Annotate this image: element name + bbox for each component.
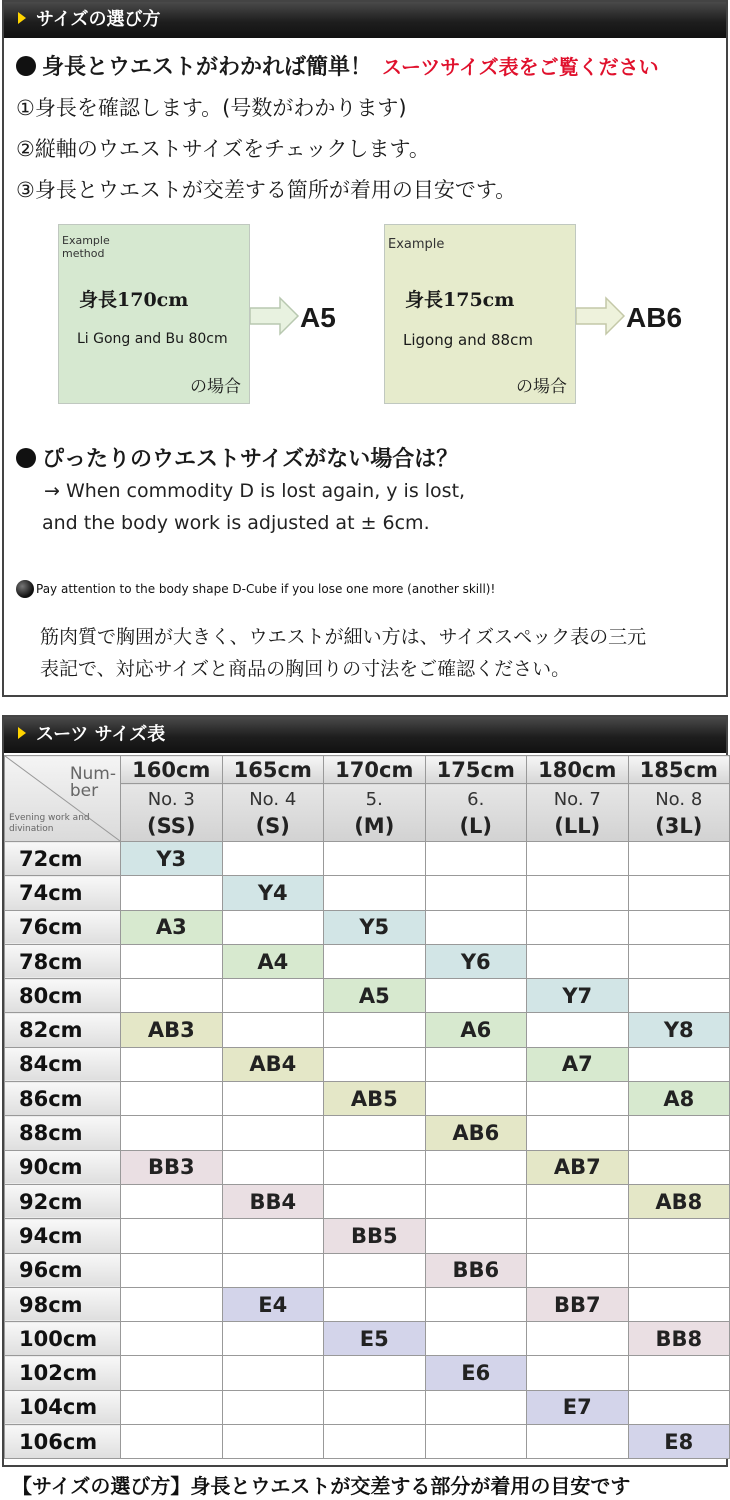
waist-header: 76cm — [5, 910, 121, 944]
empty-cell — [527, 910, 629, 944]
size-cell: AB6 — [425, 1116, 527, 1150]
heading-text: ぴったりのウエストサイズがない場合は？ — [42, 447, 459, 472]
size-cell: AB5 — [324, 1082, 426, 1116]
empty-cell — [222, 1219, 324, 1253]
empty-cell — [425, 876, 527, 910]
empty-cell — [121, 1356, 223, 1390]
step-3: ③身長とウエストが交差する箇所が着用の目安です。 — [16, 178, 517, 202]
empty-cell — [324, 842, 426, 876]
waist-header: 96cm — [5, 1253, 121, 1287]
table-corner — [5, 756, 121, 842]
empty-cell — [628, 1253, 730, 1287]
size-number: 6. — [467, 788, 485, 810]
empty-cell — [222, 910, 324, 944]
height-header: 185cm — [628, 756, 730, 784]
size-code: (S) — [255, 813, 290, 838]
waist-header: 90cm — [5, 1150, 121, 1184]
empty-cell — [121, 1116, 223, 1150]
table-row — [5, 1356, 730, 1390]
empty-cell — [324, 1287, 426, 1321]
empty-cell — [121, 1219, 223, 1253]
english-note-1: → When commodity D is lost again, y is lost, — [44, 480, 466, 502]
size-cell: E6 — [425, 1356, 527, 1390]
heading-highlight: スーツサイズ表をご覧ください — [382, 55, 659, 79]
size-header — [324, 784, 426, 842]
example-label: Example — [388, 237, 445, 252]
empty-cell — [121, 1287, 223, 1321]
table-row — [5, 1150, 730, 1184]
corner-waist-label: Evening work and divination — [9, 813, 90, 834]
empty-cell — [324, 1150, 426, 1184]
table-row — [5, 1047, 730, 1081]
table-row — [5, 1390, 730, 1424]
empty-cell — [324, 1425, 426, 1459]
empty-cell — [527, 944, 629, 978]
size-number: No. 4 — [249, 788, 297, 810]
example-height: 身長175cm — [405, 289, 515, 311]
empty-cell — [628, 1150, 730, 1184]
small-note — [16, 580, 495, 598]
empty-cell — [425, 1390, 527, 1424]
empty-cell — [628, 1116, 730, 1150]
size-cell: E5 — [324, 1322, 426, 1356]
size-cell: Y6 — [425, 944, 527, 978]
empty-cell — [527, 1322, 629, 1356]
empty-cell — [121, 1425, 223, 1459]
waist-header: 98cm — [5, 1287, 121, 1321]
table-row — [5, 1219, 730, 1253]
table-row — [5, 1322, 730, 1356]
empty-cell — [222, 1322, 324, 1356]
height-header: 170cm — [324, 756, 426, 784]
height-header: 180cm — [527, 756, 629, 784]
empty-cell — [527, 1082, 629, 1116]
size-cell: Y4 — [222, 876, 324, 910]
empty-cell — [121, 1082, 223, 1116]
empty-cell — [628, 1219, 730, 1253]
step-2: ②縦軸のウエストサイズをチェックします。 — [16, 137, 430, 161]
empty-cell — [628, 842, 730, 876]
size-code: (SS) — [146, 813, 196, 838]
size-header — [425, 784, 527, 842]
size-code: (M) — [354, 813, 395, 838]
size-cell: BB4 — [222, 1184, 324, 1218]
size-cell: E8 — [628, 1425, 730, 1459]
waist-header: 106cm — [5, 1425, 121, 1459]
empty-cell — [121, 1047, 223, 1081]
example-result-2: AB6 — [626, 302, 683, 333]
no-fit-heading — [16, 442, 458, 473]
size-code: (LL) — [554, 813, 601, 838]
empty-cell — [324, 1013, 426, 1047]
table-row — [5, 876, 730, 910]
step-1: ①身長を確認します。(号数がわかります) — [16, 96, 407, 120]
section-header-bar — [4, 2, 726, 38]
size-cell: Y3 — [121, 842, 223, 876]
empty-cell — [628, 1356, 730, 1390]
empty-cell — [121, 1253, 223, 1287]
empty-cell — [324, 1356, 426, 1390]
size-number: 5. — [365, 788, 383, 810]
waist-header: 80cm — [5, 979, 121, 1013]
empty-cell — [222, 1425, 324, 1459]
size-cell: E4 — [222, 1287, 324, 1321]
empty-cell — [527, 1013, 629, 1047]
size-cell: BB8 — [628, 1322, 730, 1356]
waist-header: 104cm — [5, 1390, 121, 1424]
size-cell: BB5 — [324, 1219, 426, 1253]
section-title: スーツ サイズ表 — [36, 724, 166, 745]
size-cell: A7 — [527, 1047, 629, 1081]
jp-note-2: 表記で、対応サイズと商品の胸回りの寸法をご確認ください。 — [40, 658, 571, 680]
heading-text: 身長とウエストがわかれば簡単！ — [42, 55, 373, 80]
empty-cell — [425, 1322, 527, 1356]
height-header: 160cm — [121, 756, 223, 784]
table-row — [5, 1184, 730, 1218]
table-row — [5, 979, 730, 1013]
empty-cell — [121, 876, 223, 910]
empty-cell — [121, 1322, 223, 1356]
waist-header: 92cm — [5, 1184, 121, 1218]
empty-cell — [324, 1116, 426, 1150]
size-cell: E7 — [527, 1390, 629, 1424]
table-row — [5, 1287, 730, 1321]
empty-cell — [324, 1390, 426, 1424]
triangle-arrow-icon — [18, 727, 26, 739]
size-table-panel — [2, 715, 728, 1467]
empty-cell — [121, 944, 223, 978]
size-cell: Y5 — [324, 910, 426, 944]
empty-cell — [425, 1082, 527, 1116]
empty-cell — [121, 979, 223, 1013]
size-code: (L) — [459, 813, 493, 838]
arrow-right-icon — [576, 296, 626, 336]
header-row-heights — [5, 756, 730, 784]
waist-header: 88cm — [5, 1116, 121, 1150]
size-cell: Y8 — [628, 1013, 730, 1047]
waist-header: 84cm — [5, 1047, 121, 1081]
size-cell: AB3 — [121, 1013, 223, 1047]
empty-cell — [222, 1150, 324, 1184]
size-cell: A8 — [628, 1082, 730, 1116]
empty-cell — [222, 979, 324, 1013]
example-height: 身長170cm — [79, 289, 189, 311]
empty-cell — [425, 1425, 527, 1459]
size-cell: A4 — [222, 944, 324, 978]
example-waist: Li Gong and Bu 80cm — [77, 331, 228, 347]
example-case: の場合 — [190, 377, 241, 397]
size-number: No. 3 — [147, 788, 195, 810]
table-row — [5, 910, 730, 944]
size-cell: BB6 — [425, 1253, 527, 1287]
empty-cell — [425, 1219, 527, 1253]
empty-cell — [527, 876, 629, 910]
footer-caption: 【サイズの選び方】身長とウエストが交差する部分が着用の目安です — [12, 1474, 631, 1498]
empty-cell — [222, 842, 324, 876]
example-label: Example method — [62, 234, 110, 260]
example-box-1 — [58, 224, 250, 404]
guide-heading — [16, 50, 659, 81]
empty-cell — [628, 876, 730, 910]
empty-cell — [222, 1356, 324, 1390]
size-header — [527, 784, 629, 842]
jp-note-1: 筋肉質で胸囲が大きく、ウエストが細い方は、サイズスペック表の三元 — [40, 626, 647, 648]
waist-header: 82cm — [5, 1013, 121, 1047]
empty-cell — [222, 1013, 324, 1047]
empty-cell — [527, 1253, 629, 1287]
table-row — [5, 1116, 730, 1150]
empty-cell — [425, 1047, 527, 1081]
empty-cell — [121, 1390, 223, 1424]
size-cell: A5 — [324, 979, 426, 1013]
size-table — [4, 755, 730, 1459]
empty-cell — [527, 1425, 629, 1459]
empty-cell — [628, 1390, 730, 1424]
waist-header: 72cm — [5, 842, 121, 876]
example-case: の場合 — [516, 377, 567, 397]
bullet-icon — [16, 56, 36, 76]
size-number: No. 7 — [553, 788, 601, 810]
empty-cell — [527, 1184, 629, 1218]
arrow-right-icon — [250, 296, 300, 336]
empty-cell — [628, 1047, 730, 1081]
empty-cell — [222, 1390, 324, 1424]
small-note-text: Pay attention to the body shape D-Cube if you lose one more (another skill)! — [36, 582, 496, 596]
table-row — [5, 1013, 730, 1047]
example-box-2 — [384, 224, 576, 404]
empty-cell — [425, 910, 527, 944]
example-waist: Ligong and 88cm — [403, 331, 533, 349]
empty-cell — [324, 876, 426, 910]
empty-cell — [425, 1150, 527, 1184]
size-cell: AB8 — [628, 1184, 730, 1218]
empty-cell — [222, 1082, 324, 1116]
size-cell: BB7 — [527, 1287, 629, 1321]
example-result-1: A5 — [300, 302, 336, 333]
size-code: (3L) — [655, 813, 703, 838]
waist-header: 74cm — [5, 876, 121, 910]
size-header — [222, 784, 324, 842]
empty-cell — [425, 979, 527, 1013]
empty-cell — [425, 1287, 527, 1321]
triangle-arrow-icon — [18, 12, 26, 24]
empty-cell — [527, 1356, 629, 1390]
size-cell: Y7 — [527, 979, 629, 1013]
bullet-icon — [16, 448, 36, 468]
height-header: 165cm — [222, 756, 324, 784]
empty-cell — [628, 944, 730, 978]
size-cell: AB4 — [222, 1047, 324, 1081]
size-header — [628, 784, 730, 842]
empty-cell — [628, 979, 730, 1013]
table-row — [5, 944, 730, 978]
height-header: 175cm — [425, 756, 527, 784]
table-row — [5, 842, 730, 876]
waist-header: 78cm — [5, 944, 121, 978]
size-cell: BB3 — [121, 1150, 223, 1184]
table-row — [5, 1253, 730, 1287]
empty-cell — [527, 1116, 629, 1150]
size-guide-panel — [2, 0, 728, 697]
empty-cell — [527, 842, 629, 876]
section-title: サイズの選び方 — [36, 9, 161, 30]
size-number: No. 8 — [655, 788, 703, 810]
english-note-2: and the body work is adjusted at ± 6cm. — [42, 512, 430, 534]
empty-cell — [324, 1253, 426, 1287]
waist-header: 102cm — [5, 1356, 121, 1390]
empty-cell — [425, 1184, 527, 1218]
size-cell: AB7 — [527, 1150, 629, 1184]
table-row — [5, 1425, 730, 1459]
section-header-bar — [4, 717, 726, 753]
table-row — [5, 1082, 730, 1116]
empty-cell — [324, 944, 426, 978]
size-cell: A3 — [121, 910, 223, 944]
empty-cell — [527, 1219, 629, 1253]
waist-header: 94cm — [5, 1219, 121, 1253]
empty-cell — [425, 842, 527, 876]
waist-header: 86cm — [5, 1082, 121, 1116]
waist-header: 100cm — [5, 1322, 121, 1356]
empty-cell — [324, 1184, 426, 1218]
empty-cell — [628, 1287, 730, 1321]
size-header — [121, 784, 223, 842]
empty-cell — [222, 1253, 324, 1287]
corner-number-label: Num- ber — [69, 764, 116, 801]
empty-cell — [324, 1047, 426, 1081]
ball-icon — [16, 580, 34, 598]
empty-cell — [222, 1116, 324, 1150]
empty-cell — [121, 1184, 223, 1218]
size-cell: A6 — [425, 1013, 527, 1047]
empty-cell — [628, 910, 730, 944]
